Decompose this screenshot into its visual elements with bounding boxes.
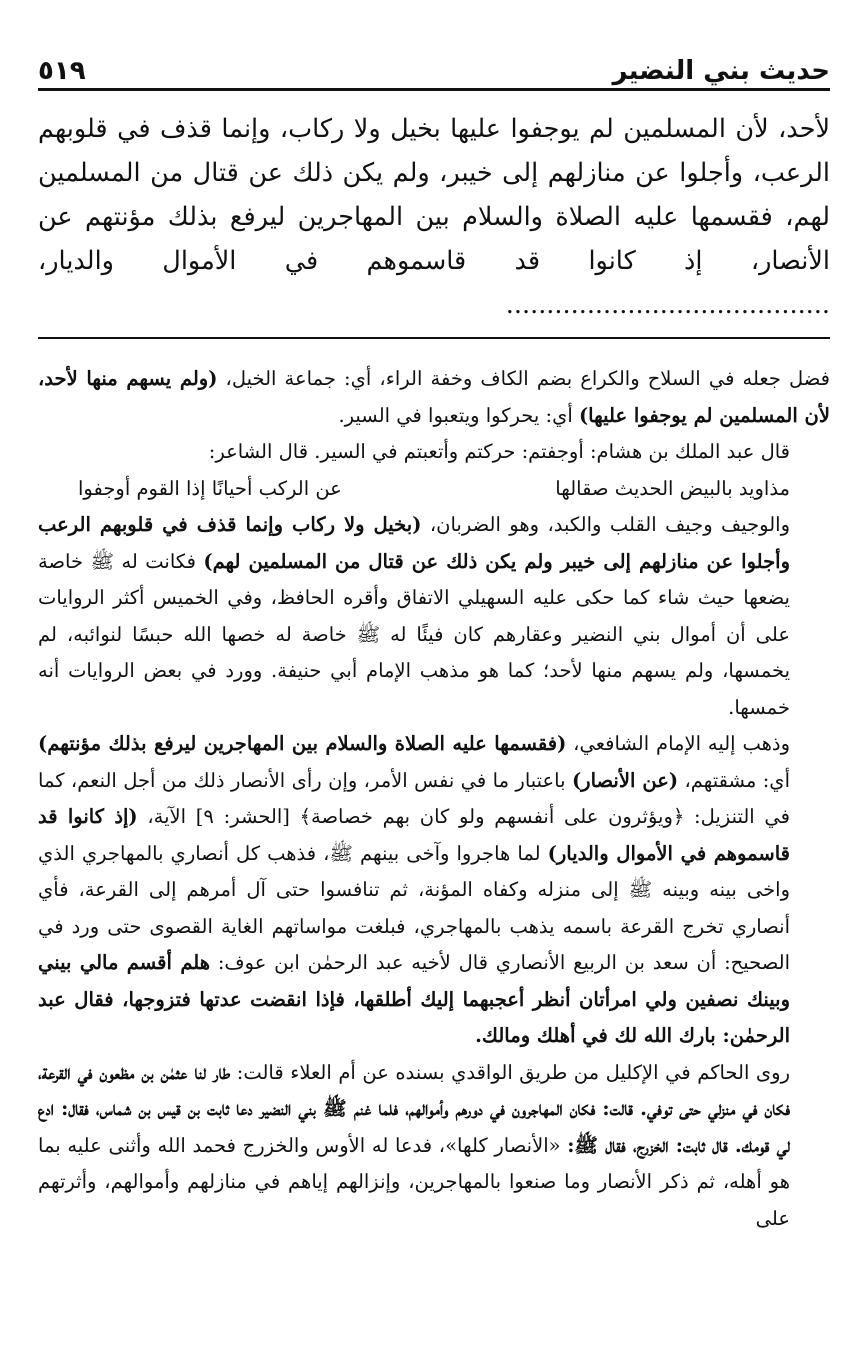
commentary-paragraph bbox=[38, 1055, 830, 1238]
quoted-hadith: طار لنا عثمٰن بن مظعون في القرعة، فكان في منزلي حتى توفي. قالت: فكان المهاجرون في دورهم وأموالهم، فلما غنم ﷺ بني النضير دعا ثابت بن قيس بن شماس، فقال: ادع لي قومك. قال ثابت: الخزرج، فقال ﷺ: bbox=[38, 1060, 790, 1157]
page-header bbox=[38, 48, 830, 91]
commentary-text: قال عبد الملك بن هشام: أوجفتم: حركتم وأتعبتم في السير. قال الشاعر: bbox=[208, 440, 790, 463]
main-text-body: لأحد، لأن المسلمين لم يوجفوا عليها بخيل ولا ركاب، وإنما قذف في قلوبهم الرعب، وأجلوا عن منازلهم إلى خيبر، ولم يكن ذلك عن قتال من المسلمين لهم، فقسمها عليه الصلاة والسلام بين المهاجرين ليرفع بذلك مؤنتهم عن الأنصار، إذ كانوا قد قاسموهم في الأموال والديار، bbox=[38, 114, 830, 276]
commentary-text: والوجيف وجيف القلب والكبد، وهو الضربان، bbox=[421, 513, 791, 536]
quoted-matn: (عن الأنصار) bbox=[571, 768, 679, 792]
section-divider bbox=[38, 337, 830, 339]
commentary-text: أي: يحركوا ويتعبوا في السير. bbox=[338, 403, 579, 427]
commentary-text: فكانت له ﷺ خاصة يضعها حيث شاء كما حكى عليه السهيلي الاتفاق وأقره الحافظ، وفي الخميس أكثر الروايات على أن أموال بني النضير وعقارهم كان فيئًا له ﷺ خاصة له خصها الله حبسًا لنوائبه، لم يخمسها، ولم يسهم منها لأحد؛ كما هو مذهب الإمام أبي حنيفة. وورد في بعض الروايات أنه خمسها. bbox=[38, 549, 790, 719]
quoted-hadith: هلم أقسم مالي بيني وبينك نصفين ولي امرأتان أنظر أعجبهما إليك أطلقها، فإذا انقضت عدتها فتزوجها، فقال عبد الرحمٰن: بارك الله لك في أهلك ومالك. bbox=[38, 951, 790, 1047]
commentary-text: وذهب إليه الإمام الشافعي، bbox=[566, 732, 790, 755]
commentary-text: باعتبار ما في نفس الأمر، وإن رأى الأنصار ذلك من أجل النعم، كما في التنزيل: ﴿ويؤثرون على أنفسهم ولو كان بهم خصاصة﴾ [الحشر: ٩] الآية، bbox=[38, 768, 790, 828]
commentary-paragraph bbox=[38, 507, 830, 726]
main-text bbox=[38, 107, 830, 327]
book-page bbox=[38, 48, 830, 1237]
commentary-paragraph bbox=[38, 726, 830, 1055]
commentary-text: لما هاجروا وآخى بينهم ﷺ، فذهب كل أنصاري بالمهاجري الذي واخى بينه وبينه ﷺ إلى منزله وكفاه المؤنة، ثم تنافسوا حتى آل أمرهم إلى القرعة، فأي أنصاري تخرج القرعة باسمه يذهب بالمهاجري، فبلغت مواساتهم الغاية القصوى حتى ورد في الصحيح: أن سعد بن الربيع الأنصاري قال لأخيه عبد الرحمٰن ابن عوف: bbox=[38, 841, 790, 974]
commentary bbox=[38, 361, 830, 1237]
poem-hemistich-second: عن الركب أحيانًا إذا القوم أوجفوا bbox=[78, 476, 342, 500]
commentary-paragraph bbox=[38, 361, 830, 434]
commentary-text: «الأنصار كلها»، فدعا له الأوس والخزرج فحمد الله وأثنى عليه بما هو أهله، ثم ذكر الأنصار وما صنعوا بالمهاجرين، وإنزالهم إياهم في منازلهم وأموالهم، وأثرتهم على bbox=[38, 1133, 790, 1230]
ellipsis-dots: ........................................ bbox=[505, 290, 830, 320]
quoted-matn: (إذ كانوا قد قاسموهم في الأموال والديار) bbox=[38, 805, 790, 865]
quoted-matn: (بخيل ولا ركاب وإنما قذف في قلوبهم الرعب وأجلوا عن منازلهم إلى خيبر ولم يكن ذلك عن قتال من المسلمين لهم) bbox=[38, 513, 790, 573]
quoted-matn: (فقسمها عليه الصلاة والسلام بين المهاجرين ليرفع بذلك مؤنتهم) bbox=[38, 732, 567, 755]
page-number: ٥١٩ bbox=[38, 56, 86, 86]
commentary-text: فضل جعله في السلاح والكراع بضم الكاف وخفة الراء، أي: جماعة الخيل، bbox=[217, 367, 830, 390]
commentary-text: روى الحاكم في الإكليل من طريق الواقدي بسنده عن أم العلاء قالت: bbox=[230, 1060, 791, 1084]
poem-hemistich-first: مذاويد بالبيض الحديث صقالها bbox=[555, 476, 790, 500]
running-title: حديث بني النضير bbox=[612, 56, 830, 86]
commentary-paragraph bbox=[38, 434, 830, 471]
commentary-text: أي: مشقتهم، bbox=[678, 768, 790, 792]
quoted-matn: (ولم يسهم منها لأحد، لأن المسلمين لم يوجفوا عليها) bbox=[38, 367, 830, 427]
main-text-paragraph bbox=[38, 107, 830, 327]
poem-verse bbox=[38, 471, 830, 508]
